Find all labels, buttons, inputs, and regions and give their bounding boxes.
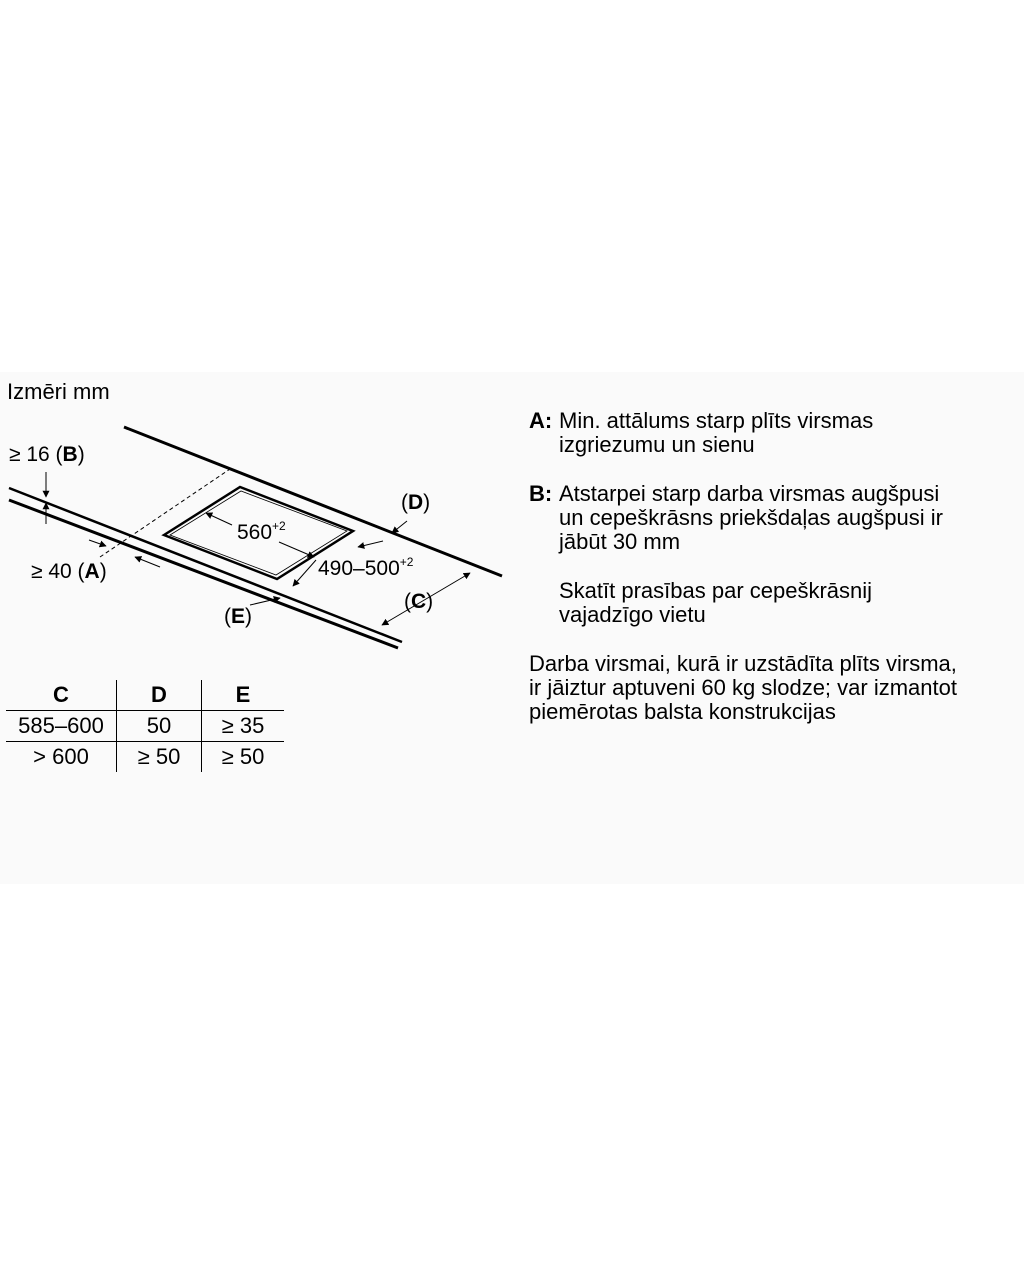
e-label bbox=[224, 605, 252, 628]
e-label-letter: E bbox=[231, 605, 246, 628]
note-b-text bbox=[559, 482, 943, 554]
depth-arrow-top bbox=[358, 541, 383, 547]
d-label bbox=[401, 491, 430, 514]
table-row bbox=[6, 711, 284, 742]
note-a-key: A: bbox=[529, 408, 553, 433]
table-row bbox=[6, 742, 284, 773]
c-label bbox=[404, 590, 433, 613]
table-header: C bbox=[6, 680, 117, 711]
note-b bbox=[529, 482, 1019, 554]
d-label-close: ) bbox=[423, 491, 431, 514]
d-label-letter: D bbox=[408, 491, 424, 514]
worktop-back-edge bbox=[124, 427, 502, 576]
table-cell: ≥ 35 bbox=[202, 711, 285, 742]
note-b-key: B: bbox=[529, 481, 553, 506]
note-b-line: Atstarpei starp darba virsmas augšpusi bbox=[559, 481, 940, 506]
note-a bbox=[529, 409, 1019, 457]
load-note bbox=[529, 652, 1019, 724]
width-value: 560 bbox=[237, 521, 273, 544]
note-a-line: Min. attālums starp plīts virsmas bbox=[559, 408, 874, 433]
depth-label bbox=[318, 555, 414, 580]
width-arrow-right bbox=[279, 542, 314, 557]
a-label bbox=[31, 560, 107, 583]
table-header: D bbox=[117, 680, 202, 711]
table-cell: 585–600 bbox=[6, 711, 117, 742]
diagram-title: Izmēri mm bbox=[7, 379, 110, 404]
table-cell: > 600 bbox=[33, 744, 89, 769]
depth-value: 490–500 bbox=[318, 557, 400, 580]
c-label-close: ) bbox=[426, 590, 434, 613]
width-tolerance: +2 bbox=[272, 519, 286, 533]
notes-panel bbox=[529, 409, 1019, 724]
b-label-close: ) bbox=[77, 443, 85, 466]
note-b-line: jābūt 30 mm bbox=[559, 529, 681, 554]
table-cell: ≥ 50 bbox=[117, 742, 202, 773]
note-a-line: izgriezumu un sienu bbox=[559, 432, 755, 457]
depth-arrow-bottom bbox=[293, 560, 316, 586]
a-label-prefix: ≥ 40 ( bbox=[31, 560, 85, 583]
table-cell: ≥ 50 bbox=[202, 742, 285, 773]
installation-diagram bbox=[0, 372, 520, 672]
a-arrow-left bbox=[89, 540, 106, 546]
width-arrow-left bbox=[206, 513, 232, 525]
load-note-line: Darba virsmai, kurā ir uzstādīta plīts virsma, bbox=[529, 651, 957, 676]
note-b-line: un cepeškrāsns priekšdaļas augšpusi ir bbox=[559, 505, 943, 530]
table-header: E bbox=[202, 680, 285, 711]
depth-tolerance: +2 bbox=[399, 555, 414, 569]
d-arrow bbox=[392, 521, 407, 533]
c-label-letter: C bbox=[411, 590, 427, 613]
b-label-letter: B bbox=[62, 443, 78, 466]
note-a-text bbox=[559, 409, 873, 457]
e-label-open: ( bbox=[224, 605, 231, 628]
oven-note-line: Skatīt prasības par cepeškrāsnij bbox=[559, 578, 873, 603]
a-label-letter: A bbox=[84, 560, 100, 583]
oven-note-line: vajadzīgo vietu bbox=[559, 602, 706, 627]
dimensions-table bbox=[6, 680, 284, 772]
c-label-open: ( bbox=[404, 590, 411, 613]
load-note-line: piemērotas balsta konstrukcijas bbox=[529, 699, 836, 724]
wall-dashed-line bbox=[100, 469, 230, 557]
b-label bbox=[9, 443, 85, 466]
width-label bbox=[237, 519, 286, 544]
a-arrow-right bbox=[135, 557, 160, 567]
b-label-prefix: ≥ 16 ( bbox=[9, 443, 63, 466]
oven-note bbox=[529, 579, 1019, 627]
table-cell: 50 bbox=[117, 711, 202, 742]
table-header-row bbox=[6, 680, 284, 711]
load-note-line: ir jāiztur aptuveni 60 kg slodze; var izmantot bbox=[529, 675, 957, 700]
e-label-close: ) bbox=[245, 605, 253, 628]
d-label-open: ( bbox=[401, 491, 408, 514]
a-label-close: ) bbox=[99, 560, 107, 583]
